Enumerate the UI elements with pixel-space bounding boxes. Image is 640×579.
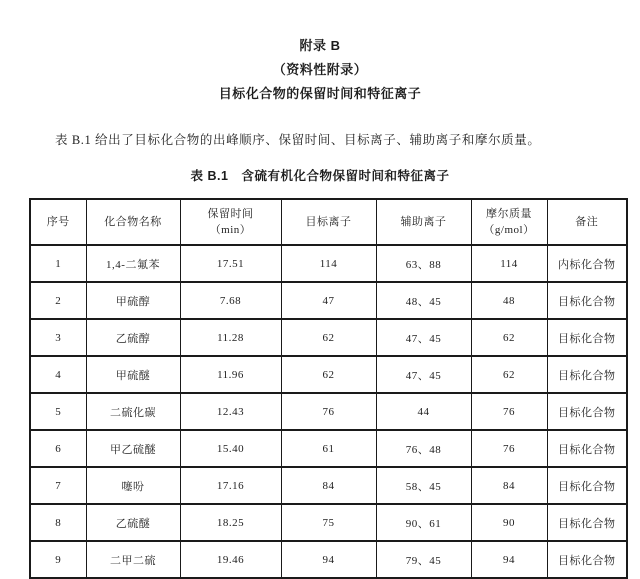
table-cell: 62 xyxy=(281,319,376,356)
header-text: 化合物名称 xyxy=(104,216,162,228)
table-cell: 90、61 xyxy=(376,504,471,541)
table-cell: 8 xyxy=(30,504,86,541)
table-cell: 目标化合物 xyxy=(547,541,627,578)
table-cell: 84 xyxy=(281,467,376,504)
header-cell-target-ion xyxy=(281,199,376,245)
table-cell: 94 xyxy=(281,541,376,578)
table-cell: 17.51 xyxy=(180,245,281,282)
table-cell: 47 xyxy=(281,282,376,319)
table-cell: 61 xyxy=(281,430,376,467)
table-cell: 76 xyxy=(281,393,376,430)
table-cell: 2 xyxy=(30,282,86,319)
table-cell: 62 xyxy=(281,356,376,393)
table-cell: 114 xyxy=(281,245,376,282)
table-cell: 甲硫醚 xyxy=(86,356,180,393)
table-cell: 58、45 xyxy=(376,467,471,504)
header-cell-molar-mass xyxy=(471,199,547,245)
table-cell: 9 xyxy=(30,541,86,578)
table-cell: 15.40 xyxy=(180,430,281,467)
table-cell: 19.46 xyxy=(180,541,281,578)
table-cell: 94 xyxy=(471,541,547,578)
table-cell: 内标化合物 xyxy=(547,245,627,282)
table-row xyxy=(30,467,627,504)
table-cell: 76、48 xyxy=(376,430,471,467)
table-cell: 目标化合物 xyxy=(547,467,627,504)
header-cell-auxiliary-ion xyxy=(376,199,471,245)
table-row xyxy=(30,282,627,319)
table-cell: 7.68 xyxy=(180,282,281,319)
header-text-line2: （min） xyxy=(209,224,252,236)
table-cell: 目标化合物 xyxy=(547,430,627,467)
header-cell-compound-name xyxy=(86,199,180,245)
table-row xyxy=(30,245,627,282)
intro-paragraph: 表 B.1 给出了目标化合物的出峰顺序、保留时间、目标离子、辅助离子和摩尔质量。 xyxy=(55,133,541,147)
table-cell: 6 xyxy=(30,430,86,467)
table-cell: 63、88 xyxy=(376,245,471,282)
appendix-heading-block xyxy=(0,0,640,106)
compound-table xyxy=(29,198,628,579)
table-cell: 7 xyxy=(30,467,86,504)
table-cell: 12.43 xyxy=(180,393,281,430)
table-row xyxy=(30,356,627,393)
table-caption: 表 B.1 含硫有机化合物保留时间和特征离子 xyxy=(190,169,450,183)
header-text: 备注 xyxy=(575,216,599,228)
table-cell: 乙硫醇 xyxy=(86,319,180,356)
table-cell: 二硫化碳 xyxy=(86,393,180,430)
table-cell: 17.16 xyxy=(180,467,281,504)
table-cell: 18.25 xyxy=(180,504,281,541)
table-cell: 76 xyxy=(471,393,547,430)
table-cell: 目标化合物 xyxy=(547,504,627,541)
table-cell: 1 xyxy=(30,245,86,282)
table-row xyxy=(30,319,627,356)
table-cell: 11.96 xyxy=(180,356,281,393)
header-text: 序号 xyxy=(46,216,70,228)
table-cell: 目标化合物 xyxy=(547,319,627,356)
table-cell: 甲硫醇 xyxy=(86,282,180,319)
table-row xyxy=(30,541,627,578)
table-cell: 47、45 xyxy=(376,319,471,356)
table-cell: 目标化合物 xyxy=(547,393,627,430)
table-cell: 44 xyxy=(376,393,471,430)
table-cell: 1,4-二氟苯 xyxy=(86,245,180,282)
table-cell: 48 xyxy=(471,282,547,319)
table-cell: 甲乙硫醚 xyxy=(86,430,180,467)
table-cell: 62 xyxy=(471,319,547,356)
header-text: 辅助离子 xyxy=(400,216,447,228)
table-cell: 90 xyxy=(471,504,547,541)
table-cell: 62 xyxy=(471,356,547,393)
table-cell: 3 xyxy=(30,319,86,356)
table-cell: 二甲二硫 xyxy=(86,541,180,578)
table-cell: 48、45 xyxy=(376,282,471,319)
appendix-label: 附录 B xyxy=(299,38,341,53)
table-row xyxy=(30,430,627,467)
table-cell: 目标化合物 xyxy=(547,282,627,319)
table-cell: 乙硫醚 xyxy=(86,504,180,541)
table-cell: 噻吩 xyxy=(86,467,180,504)
table-cell: 4 xyxy=(30,356,86,393)
table-header-row xyxy=(30,199,627,245)
header-cell-index xyxy=(30,199,86,245)
table-cell: 114 xyxy=(471,245,547,282)
header-text: 保留时间 xyxy=(207,208,254,220)
appendix-type: （资料性附录） xyxy=(272,62,368,77)
table-row xyxy=(30,393,627,430)
table-cell: 75 xyxy=(281,504,376,541)
table-cell: 79、45 xyxy=(376,541,471,578)
header-text-line2: （g/mol） xyxy=(483,224,535,236)
header-cell-retention-time xyxy=(180,199,281,245)
table-cell: 47、45 xyxy=(376,356,471,393)
header-text: 摩尔质量 xyxy=(486,208,532,220)
header-cell-remarks xyxy=(547,199,627,245)
header-text: 目标离子 xyxy=(305,216,352,228)
table-row xyxy=(30,504,627,541)
table-cell: 76 xyxy=(471,430,547,467)
table-cell: 84 xyxy=(471,467,547,504)
table-cell: 5 xyxy=(30,393,86,430)
table-cell: 11.28 xyxy=(180,319,281,356)
table-cell: 目标化合物 xyxy=(547,356,627,393)
appendix-title: 目标化合物的保留时间和特征离子 xyxy=(218,86,422,101)
